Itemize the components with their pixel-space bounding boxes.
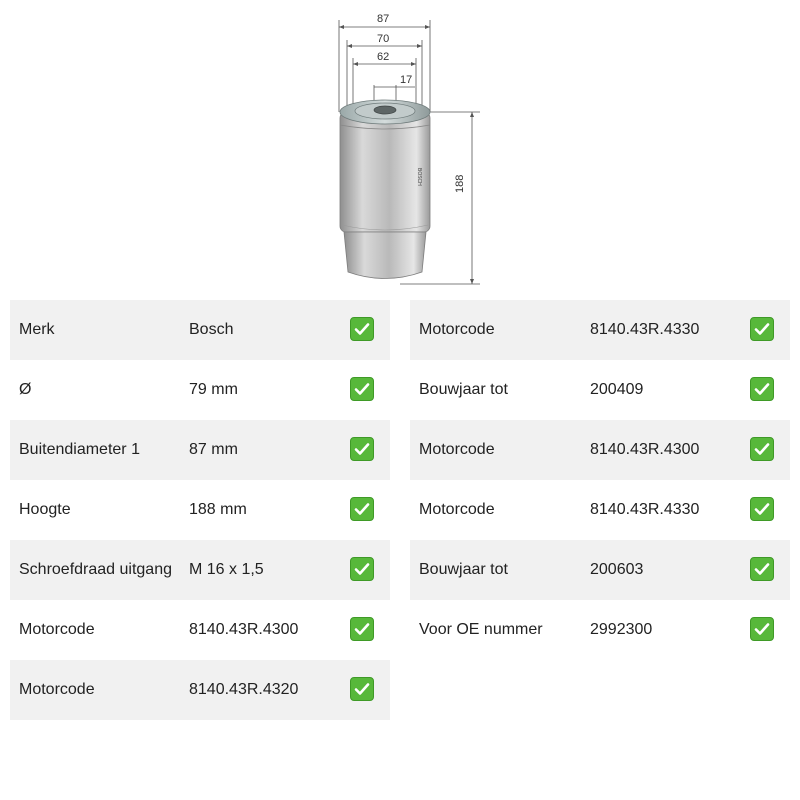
spec-label: Voor OE nummer bbox=[419, 621, 543, 638]
dimension-middle-label: 70 bbox=[377, 33, 390, 45]
spec-value: 200603 bbox=[590, 561, 644, 578]
spec-label: Motorcode bbox=[419, 501, 495, 518]
spec-label: Motorcode bbox=[419, 441, 495, 458]
dimension-outer-label: 87 bbox=[377, 13, 390, 25]
spec-label: Bouwjaar tot bbox=[419, 561, 508, 578]
spec-label: Schroefdraad uitgang bbox=[19, 561, 172, 578]
spec-table-left bbox=[10, 300, 390, 720]
product-drawing bbox=[300, 0, 500, 295]
spec-table-right bbox=[410, 300, 790, 660]
check-mark-icon bbox=[350, 317, 374, 341]
table-row bbox=[410, 300, 790, 360]
spec-value: 8140.43R.4320 bbox=[189, 681, 299, 698]
table-row bbox=[10, 480, 390, 540]
table-row bbox=[410, 480, 790, 540]
check-mark-icon bbox=[350, 437, 374, 461]
table-row bbox=[410, 360, 790, 420]
table-row bbox=[410, 540, 790, 600]
dimension-bore-label: 17 bbox=[400, 74, 413, 86]
check-mark-icon bbox=[750, 437, 774, 461]
check-mark-icon bbox=[750, 497, 774, 521]
spec-label: Ø bbox=[19, 381, 32, 398]
spec-value: Bosch bbox=[189, 321, 234, 338]
table-row bbox=[410, 600, 790, 660]
spec-value: 8140.43R.4300 bbox=[590, 441, 700, 458]
spec-value: M 16 x 1,5 bbox=[189, 561, 264, 578]
check-mark-icon bbox=[750, 377, 774, 401]
spec-label: Hoogte bbox=[19, 501, 71, 518]
spec-label: Buitendiameter 1 bbox=[19, 441, 140, 458]
table-row bbox=[10, 540, 390, 600]
spec-label: Bouwjaar tot bbox=[419, 381, 508, 398]
check-mark-icon bbox=[350, 617, 374, 641]
check-mark-icon bbox=[350, 497, 374, 521]
table-row bbox=[10, 660, 390, 720]
spec-value: 87 mm bbox=[189, 441, 238, 458]
fuel-filter-illustration bbox=[300, 0, 500, 295]
dimension-height-label: 188 bbox=[454, 174, 466, 193]
spec-label: Merk bbox=[19, 321, 55, 338]
spec-value: 2992300 bbox=[590, 621, 653, 638]
spec-label: Motorcode bbox=[419, 321, 495, 338]
check-mark-icon bbox=[350, 557, 374, 581]
table-row bbox=[10, 300, 390, 360]
check-mark-icon bbox=[750, 557, 774, 581]
brand-mark: BOSCH bbox=[416, 168, 422, 186]
spec-value: 8140.43R.4330 bbox=[590, 501, 700, 518]
check-mark-icon bbox=[750, 617, 774, 641]
spec-value: 200409 bbox=[590, 381, 644, 398]
table-row bbox=[10, 420, 390, 480]
check-mark-icon bbox=[350, 677, 374, 701]
dimension-inner-label: 62 bbox=[377, 51, 390, 63]
spec-value: 79 mm bbox=[189, 381, 238, 398]
check-mark-icon bbox=[750, 317, 774, 341]
spec-value: 188 mm bbox=[189, 501, 247, 518]
spec-label: Motorcode bbox=[19, 681, 95, 698]
spec-value: 8140.43R.4300 bbox=[189, 621, 299, 638]
spec-value: 8140.43R.4330 bbox=[590, 321, 700, 338]
table-row bbox=[10, 600, 390, 660]
check-mark-icon bbox=[350, 377, 374, 401]
table-row bbox=[410, 420, 790, 480]
table-row bbox=[10, 360, 390, 420]
spec-label: Motorcode bbox=[19, 621, 95, 638]
